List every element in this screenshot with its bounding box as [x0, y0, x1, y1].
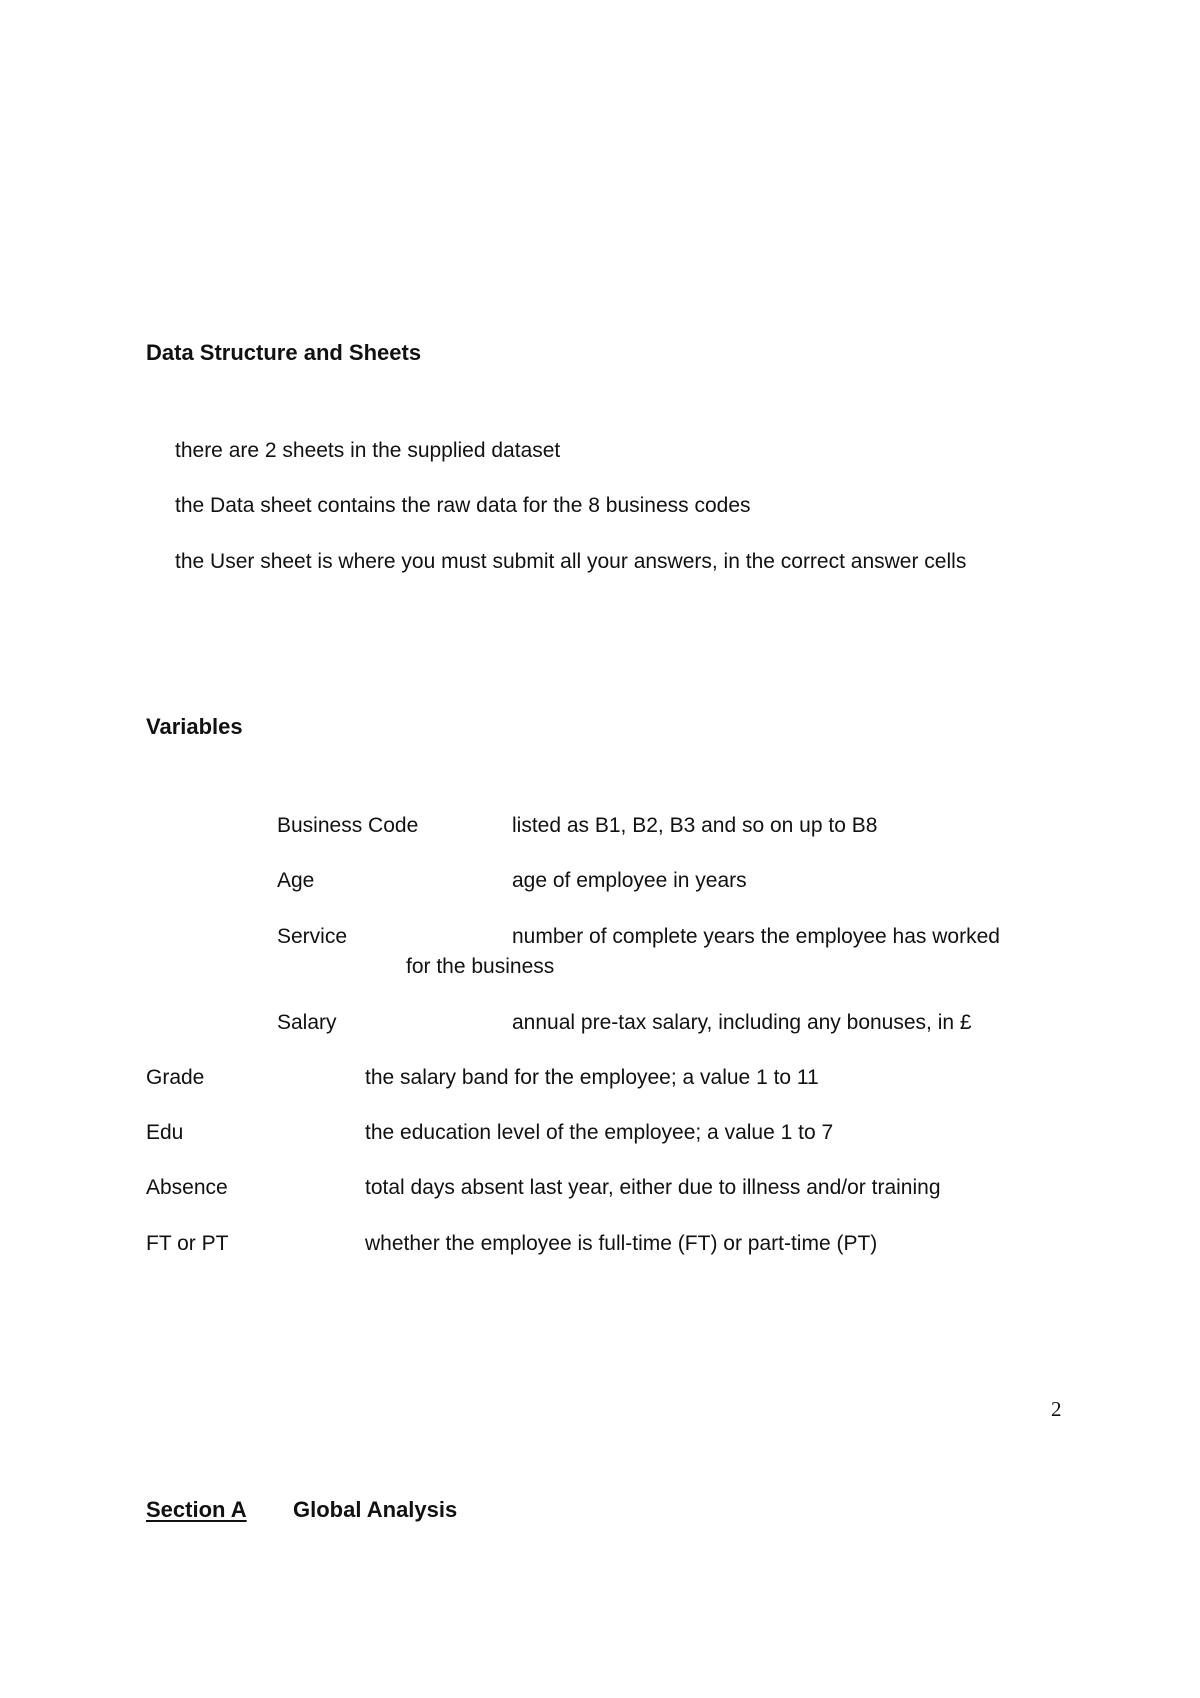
variables-heading: Variables [146, 714, 243, 739]
variable-name: Grade [146, 1066, 205, 1089]
variable-name: Service [277, 925, 348, 948]
bullet-text: there are 2 sheets in the supplied dataset [175, 439, 561, 462]
variable-description: the salary band for the employee; a value 1 to 11 [365, 1066, 819, 1089]
bullet-text: the User sheet is where you must submit all your answers, in the correct answer cells [175, 550, 967, 573]
variable-name: Edu [146, 1121, 184, 1144]
variable-description: age of employee in years [512, 869, 747, 892]
section-label: Section A [146, 1497, 247, 1522]
variable-name: Business Code [277, 814, 419, 837]
bullet-text: the Data sheet contains the raw data for the 8 business codes [175, 494, 751, 517]
variable-description: number of complete years the employee has worked [512, 925, 1000, 948]
variable-description: total days absent last year, either due to illness and/or training [365, 1176, 941, 1199]
variable-name: Age [277, 869, 315, 892]
variable-description: listed as B1, B2, B3 and so on up to B8 [512, 814, 878, 837]
section-title: Global Analysis [293, 1497, 458, 1522]
variable-description: whether the employee is full-time (FT) or part-time (PT) [365, 1232, 878, 1255]
variable-description: the education level of the employee; a value 1 to 7 [365, 1121, 834, 1144]
variable-description: annual pre-tax salary, including any bonuses, in £ [512, 1011, 972, 1034]
variable-name: Absence [146, 1176, 228, 1199]
data-structure-heading: Data Structure and Sheets [146, 340, 422, 365]
variable-name: Salary [277, 1011, 337, 1034]
variable-name: FT or PT [146, 1232, 229, 1255]
page-number: 2 [1051, 1397, 1062, 1421]
variable-description-continued: for the business [406, 955, 555, 978]
